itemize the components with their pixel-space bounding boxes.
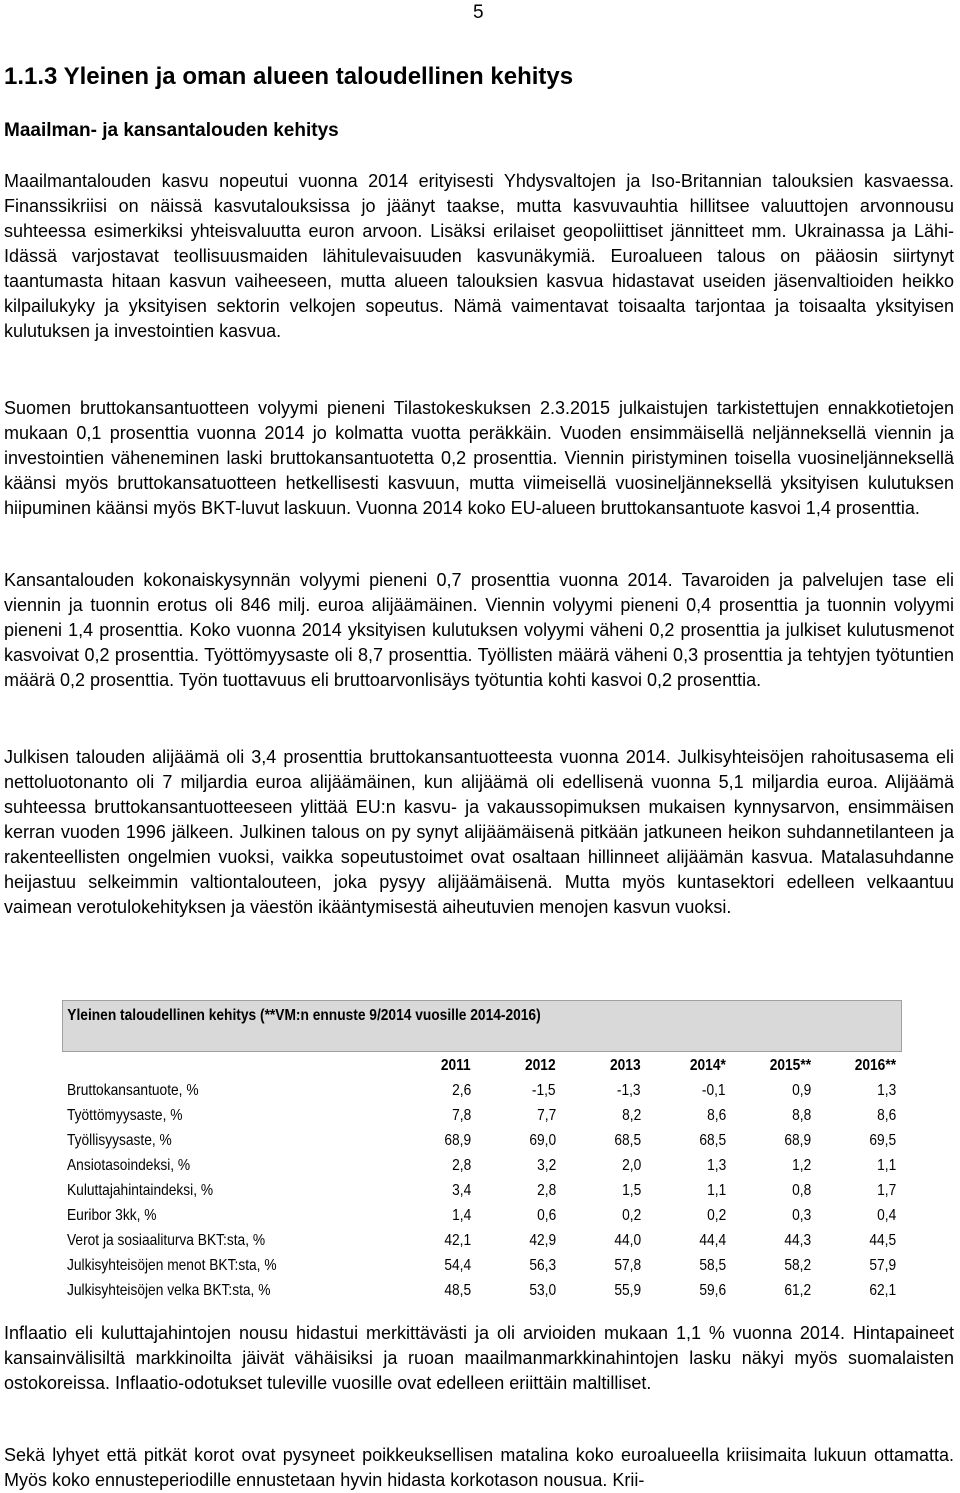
table-cell: 57,9 — [869, 1257, 896, 1274]
table-cell: 3,4 — [451, 1182, 471, 1199]
paragraph-gdp: Suomen bruttokansantuotteen volyymi pieneni Tilastokeskuksen 2.3.2015 julkaistujen tarkistettujen ennakkotietojen mukaan 0,1 prosenttia vuonna 2014 jo kolmatta vuotta peräkkäin. Vuoden ensimmäisellä neljänneksellä viennin ja investointien väheneminen laski bruttokansantuotetta 0,2 prosenttia. Viennin piristyminen toisella vuosineljänneksellä käänsi myös bruttokansatuotteen hetkellisesti kasvuun, mutta viimeisellä vuosineljänneksellä yksityisen kulutuksen hiipuminen käänsi myös BKT-luvut laskuun. Vuonna 2014 koko EU-alueen bruttokansantuote kasvoi 1,4 prosenttia. — [4, 398, 954, 518]
table-row — [62, 1103, 902, 1128]
table-cell: 1,2 — [791, 1157, 811, 1174]
table-cell: 8,6 — [706, 1107, 726, 1124]
table-cell: 8,8 — [791, 1107, 811, 1124]
table-cell: 0,8 — [791, 1182, 811, 1199]
table-cell: 44,3 — [784, 1232, 811, 1249]
table-cell: 7,7 — [536, 1107, 556, 1124]
table-row-label: Työttömyysaste, % — [67, 1107, 183, 1124]
table-cell: 58,5 — [699, 1257, 726, 1274]
table-cell: 44,5 — [869, 1232, 896, 1249]
table-cell: 0,4 — [876, 1207, 896, 1224]
table-cell: 7,8 — [451, 1107, 471, 1124]
table-cell: 48,5 — [444, 1282, 471, 1299]
table-cell: 59,6 — [699, 1282, 726, 1299]
table-cell: 0,9 — [791, 1082, 811, 1099]
table-cell: 53,0 — [529, 1282, 556, 1299]
economic-table — [62, 1000, 902, 1303]
page-number: 5 — [473, 2, 484, 23]
table-cell: 68,9 — [444, 1132, 471, 1149]
table-header-label — [62, 1052, 392, 1078]
table-cell: 2,6 — [451, 1082, 471, 1099]
table-row-label: Kuluttajahintaindeksi, % — [67, 1182, 214, 1199]
table-cell: 56,3 — [529, 1257, 556, 1274]
section-title: 1.1.3 Yleinen ja oman alueen taloudellinen kehitys — [4, 63, 574, 90]
paragraph-public-finance: Julkisen talouden alijäämä oli 3,4 prosenttia bruttokansantuotteesta vuonna 2014. Julkisyhteisöjen rahoitusasema eli nettoluotonanto oli 7 miljardia euroa alijäämäinen, kun alijäämä oli edellisenä vuonna 5,1 miljardia euroa. Alijäämä suhteessa bruttokansantuotteeseen ylittää EU:n kasvu- ja vakaussopimuksen mukaisen kynnysarvon, ensimmäisen kerran vuoden 1996 jälkeen. Julkinen talous on py synyt alijäämäisenä pitkään jatkuneen heikon suhdannetilanteen ja rakenteellisten ongelmien vuoksi, vaikka sopeutustoimet ovat osaltaan hillinneet alijäämän kasvua. Matalasuhdanne heijastuu selkeimmin valtiontalouteen, joka pysyy alijäämäisenä. Mutta myös kuntasektori edelleen velkaantuu vaimean verotulokehityksen ja väestön ikääntymisestä aiheutuvien menojen kasvun vuoksi. — [4, 747, 954, 917]
table-row-label: Julkisyhteisöjen velka BKT:sta, % — [67, 1282, 271, 1299]
table-cell: 3,2 — [536, 1157, 556, 1174]
table-year-header: 2014* — [690, 1056, 726, 1074]
table-cell: 1,3 — [876, 1082, 896, 1099]
table-year-header: 2016** — [854, 1056, 896, 1074]
table-row — [62, 1228, 902, 1253]
table-cell: 62,1 — [869, 1282, 896, 1299]
paragraph-demand: Kansantalouden kokonaiskysynnän volyymi pieneni 0,7 prosenttia vuonna 2014. Tavaroiden ja palvelujen tase eli viennin ja tuonnin erotus oli 846 milj. euroa alijäämäinen. Viennin volyymi pieneni 0,4 prosenttia ja tuonnin volyymi pieneni 1,4 prosenttia. Koko vuonna 2014 yksityisen kulutuksen volyymi väheni 0,2 prosenttia ja julkiset kulutusmenot kasvoivat 0,2 prosenttia. Työttömyysaste oli 8,7 prosenttia. Työllisten määrä väheni 0,3 prosenttia ja tehtyjen työtuntien määrä 0,2 prosenttia. Työn tuottavuus eli bruttoarvonlisäys työtuntia kohti kasvoi 0,2 prosenttia. — [4, 570, 954, 690]
table-year-header: 2013 — [610, 1056, 641, 1074]
table-cell: 61,2 — [784, 1282, 811, 1299]
table-cell: 0,2 — [621, 1207, 641, 1224]
table-cell: 68,5 — [614, 1132, 641, 1149]
table-cell: 44,0 — [614, 1232, 641, 1249]
table-row — [62, 1178, 902, 1203]
table-cell: 1,7 — [876, 1182, 896, 1199]
subsection-title: Maailman- ja kansantalouden kehitys — [4, 120, 339, 141]
table-cell: 42,9 — [529, 1232, 556, 1249]
table-cell: 58,2 — [784, 1257, 811, 1274]
table-cell: 54,4 — [444, 1257, 471, 1274]
table-row-label: Euribor 3kk, % — [67, 1207, 157, 1224]
table-header-box — [62, 1000, 902, 1052]
table-cell: 1,3 — [706, 1157, 726, 1174]
table-year-header: 2011 — [441, 1056, 471, 1074]
table-row — [62, 1253, 902, 1278]
table-cell: 57,8 — [614, 1257, 641, 1274]
table-row-label: Verot ja sosiaaliturva BKT:sta, % — [67, 1232, 266, 1249]
table-year-header: 2015** — [769, 1056, 811, 1074]
table-row-label: Bruttokansantuote, % — [67, 1082, 199, 1099]
table-row-label: Ansiotasoindeksi, % — [67, 1157, 191, 1174]
table-cell: 69,5 — [869, 1132, 896, 1149]
table-cell: 44,4 — [699, 1232, 726, 1249]
table-header-row — [62, 1052, 902, 1078]
table-cell: 1,4 — [451, 1207, 471, 1224]
table-row — [62, 1078, 902, 1103]
table-title: Yleinen taloudellinen kehitys (**VM:n ennuste 9/2014 vuosille 2014-2016) — [67, 1007, 541, 1024]
table-cell: 55,9 — [614, 1282, 641, 1299]
table-row — [62, 1153, 902, 1178]
table-cell: 0,6 — [536, 1207, 556, 1224]
paragraph-world-economy: Maailmantalouden kasvu nopeutui vuonna 2014 erityisesti Yhdysvaltojen ja Iso-Britannian talouksien kasvaessa. Finanssikriisi on näissä kasvutalouksissa jo jäänyt taakse, mutta kasvuvauhtia hillitsee valuuttojen arvonnousu suhteessa esimerkiksi yhteisvaluutta euron arvoon. Lisäksi erilaiset geopoliittiset jännitteet mm. Ukrainassa ja Lähi-Idässä varjostavat teollisuusmaiden lähitulevaisuuden kasvunäkymiä. Euroalueen talous on pääosin siirtynyt taantumasta hitaan kasvun vaiheeseen, mutta alueen talouksien kasvua hidastavat useiden jäsenvaltioiden heikko kilpailukyky ja yksityisen sektorin velkojen sopeutus. Nämä vaimentavat toisaalta tarjontaa ja toisaalta yksityisen kulutuksen ja investointien kasvua. — [4, 171, 954, 341]
table-cell: 2,8 — [536, 1182, 556, 1199]
table-row — [62, 1128, 902, 1153]
data-table — [62, 1052, 902, 1303]
table-row — [62, 1278, 902, 1303]
table-cell: 0,2 — [706, 1207, 726, 1224]
table-year-header: 2012 — [525, 1056, 556, 1074]
table-cell: -0,1 — [702, 1082, 726, 1099]
table-cell: 2,0 — [621, 1157, 641, 1174]
table-cell: 1,1 — [706, 1182, 726, 1199]
table-cell: 68,9 — [784, 1132, 811, 1149]
table-row-label: Työllisyysaste, % — [67, 1132, 172, 1149]
table-cell: 8,6 — [876, 1107, 896, 1124]
table-cell: 69,0 — [529, 1132, 556, 1149]
paragraph-inflation: Inflaatio eli kuluttajahintojen nousu hidastui merkittävästi ja oli arvioiden mukaan 1,1 % vuonna 2014. Hintapaineet kansainvälisiltä markkinoilta jäivät vähäisiksi ja ruoan maailmanmarkkinahintojen lasku näkyi myös suomalaisten ostokoreissa. Inflaatio-odotukset tuleville vuosille ovat edelleen eriittäin maltilliset. — [4, 1323, 954, 1393]
table-row — [62, 1203, 902, 1228]
table-cell: 2,8 — [451, 1157, 471, 1174]
table-row-label: Julkisyhteisöjen menot BKT:sta, % — [67, 1257, 277, 1274]
paragraph-interest-rates: Sekä lyhyet että pitkät korot ovat pysyneet poikkeuksellisen matalina koko euroalueella kriisimaita lukuun ottamatta. Myös koko ennusteperiodille ennustetaan hyvin hidasta korkotason nousua. Krii- — [4, 1445, 954, 1490]
table-cell: 68,5 — [699, 1132, 726, 1149]
table-cell: -1,3 — [617, 1082, 641, 1099]
table-cell: 42,1 — [444, 1232, 471, 1249]
table-cell: -1,5 — [532, 1082, 556, 1099]
table-cell: 1,1 — [876, 1157, 896, 1174]
table-cell: 0,3 — [791, 1207, 811, 1224]
table-cell: 1,5 — [621, 1182, 641, 1199]
table-cell: 8,2 — [621, 1107, 641, 1124]
